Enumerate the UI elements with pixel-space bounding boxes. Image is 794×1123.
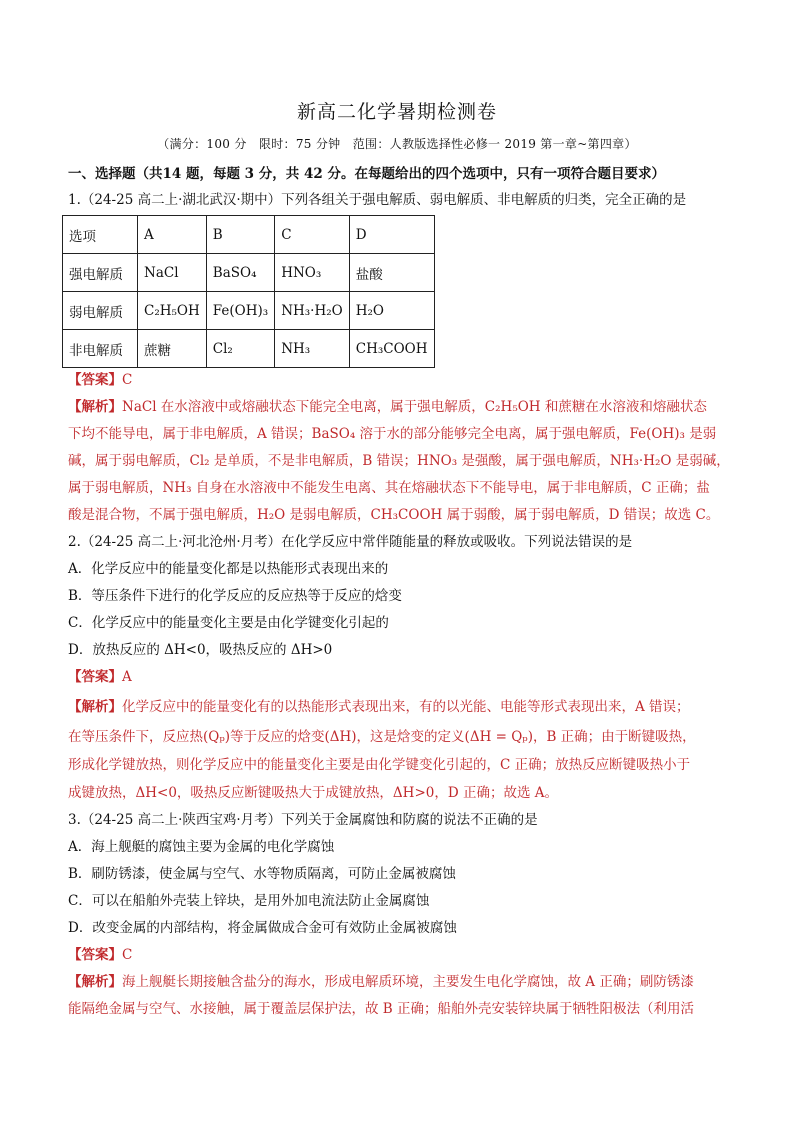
q1-analysis-line: 属于弱电解质，NH₃ 自身在水溶液中不能发生电离、其在熔融状态下不能导电，属于非电解质，C 正确；盐 bbox=[68, 480, 710, 496]
table-cell: 蔗糖 bbox=[138, 330, 207, 368]
q3-analysis-line bbox=[68, 972, 694, 992]
q2-option-a: A．化学反应中的能量变化都是以热能形式表现出来的 bbox=[68, 561, 389, 577]
table-cell: C₂H₅OH bbox=[138, 292, 207, 330]
table-cell: Cl₂ bbox=[206, 330, 274, 368]
table-cell: NH₃ bbox=[275, 330, 350, 368]
section-heading: 一、选择题（共14 题，每题 3 分，共 42 分。在每题给出的四个选项中，只有一项符合题目要求） bbox=[68, 166, 665, 182]
answer-tag: 【答案】 bbox=[68, 372, 122, 388]
answer-value: C bbox=[122, 372, 133, 388]
answer-tag: 【答案】 bbox=[68, 669, 122, 685]
analysis-text: NaCl 在水溶液中或熔融状态下能完全电离，属于强电解质，C₂H₅OH 和蔗糖在水溶液和熔融状态 bbox=[122, 399, 707, 415]
q3-option-a: A．海上舰艇的腐蚀主要为金属的电化学腐蚀 bbox=[68, 839, 335, 855]
q2-option-d: D．放热反应的 ΔH<0，吸热反应的 ΔH>0 bbox=[68, 642, 333, 658]
analysis-tag: 【解析】 bbox=[68, 699, 122, 715]
table-cell: 选项 bbox=[63, 216, 138, 254]
analysis-tag: 【解析】 bbox=[68, 399, 122, 415]
q1-stem: 1.（24-25 高二上·湖北武汉·期中）下列各组关于强电解质、弱电解质、非电解质的归类，完全正确的是 bbox=[68, 192, 687, 208]
table-cell: 弱电解质 bbox=[63, 292, 138, 330]
table-cell: A bbox=[138, 216, 207, 254]
q2-analysis-line: 成键放热，ΔH<0，吸热反应断键吸热大于成键放热，ΔH>0，D 正确；故选 A。 bbox=[68, 785, 559, 801]
q1-classification-table bbox=[62, 215, 435, 368]
table-cell: NaCl bbox=[138, 254, 207, 292]
exam-subtitle: （满分：100 分 限时：75 分钟 范围：人教版选择性必修一 2019 第一章~第四章） bbox=[157, 137, 637, 151]
answer-value: C bbox=[122, 947, 133, 963]
table-cell: B bbox=[206, 216, 274, 254]
analysis-tag: 【解析】 bbox=[68, 974, 122, 990]
table-cell: 非电解质 bbox=[63, 330, 138, 368]
q2-option-c: C．化学反应中的能量变化主要是由化学键变化引起的 bbox=[68, 615, 389, 631]
table-row bbox=[63, 330, 435, 368]
q1-analysis-line bbox=[68, 397, 707, 417]
analysis-text: 海上舰艇长期接触含盐分的海水，形成电解质环境，主要发生电化学腐蚀，故 A 正确；刷防锈漆 bbox=[122, 974, 694, 990]
table-cell: 强电解质 bbox=[63, 254, 138, 292]
exam-title: 新高二化学暑期检测卷 bbox=[296, 101, 497, 123]
answer-tag: 【答案】 bbox=[68, 947, 122, 963]
table-row bbox=[63, 254, 435, 292]
table-cell: Fe(OH)₃ bbox=[206, 292, 274, 330]
table-cell: C bbox=[275, 216, 350, 254]
q2-analysis-line: 形成化学键放热，则化学反应中的能量变化主要是由化学键变化引起的，C 正确；放热反应断键吸热小于 bbox=[68, 757, 691, 773]
table-cell: BaSO₄ bbox=[206, 254, 274, 292]
answer-value: A bbox=[122, 669, 132, 685]
table-cell: 盐酸 bbox=[349, 254, 434, 292]
table-cell: HNO₃ bbox=[275, 254, 350, 292]
q3-option-b: B．刷防锈漆，使金属与空气、水等物质隔离，可防止金属被腐蚀 bbox=[68, 866, 456, 882]
table-cell: CH₃COOH bbox=[349, 330, 434, 368]
q1-answer bbox=[68, 370, 132, 390]
table-row bbox=[63, 292, 435, 330]
analysis-text: 化学反应中的能量变化有的以热能形式表现出来，有的以光能、电能等形式表现出来，A 错误； bbox=[122, 699, 690, 715]
q1-analysis-line: 碱，属于弱电解质，Cl₂ 是单质，不是非电解质，B 错误；HNO₃ 是强酸，属于强电解质，NH₃·H₂O 是弱碱， bbox=[68, 453, 730, 469]
q1-analysis-line: 下均不能导电，属于非电解质，A 错误；BaSO₄ 溶于水的部分能够完全电离，属于强电解质，Fe(OH)₃ 是弱 bbox=[68, 426, 717, 442]
table-cell: NH₃·H₂O bbox=[275, 292, 350, 330]
q2-analysis-line bbox=[68, 697, 690, 717]
q3-stem: 3.（24-25 高二上·陕西宝鸡·月考）下列关于金属腐蚀和防腐的说法不正确的是 bbox=[68, 812, 538, 828]
q3-option-d: D．改变金属的内部结构，将金属做成合金可有效防止金属被腐蚀 bbox=[68, 920, 457, 936]
q2-answer bbox=[68, 667, 132, 687]
q2-stem: 2.（24-25 高二上·河北沧州·月考）在化学反应中常伴随能量的释放或吸收。下列说法错误的是 bbox=[68, 534, 633, 550]
q3-analysis-line: 能隔绝金属与空气、水接触，属于覆盖层保护法，故 B 正确；船舶外壳安装锌块属于牺牲阳极法（利用活 bbox=[68, 1001, 695, 1017]
q3-answer bbox=[68, 945, 132, 965]
table-cell: D bbox=[349, 216, 434, 254]
table-cell: H₂O bbox=[349, 292, 434, 330]
q2-option-b: B．等压条件下进行的化学反应的反应热等于反应的焓变 bbox=[68, 588, 402, 604]
q3-option-c: C．可以在船舶外壳装上锌块，是用外加电流法防止金属腐蚀 bbox=[68, 893, 430, 909]
q1-analysis-line: 酸是混合物，不属于强电解质，H₂O 是弱电解质，CH₃COOH 属于弱酸，属于弱电解质，D 错误；故选 C。 bbox=[68, 507, 720, 523]
q2-analysis-line: 在等压条件下，反应热(Qₚ)等于反应的焓变(ΔH)，这是焓变的定义(ΔH = Qₚ)，B 正确；由于断键吸热， bbox=[68, 729, 696, 745]
table-row bbox=[63, 216, 435, 254]
